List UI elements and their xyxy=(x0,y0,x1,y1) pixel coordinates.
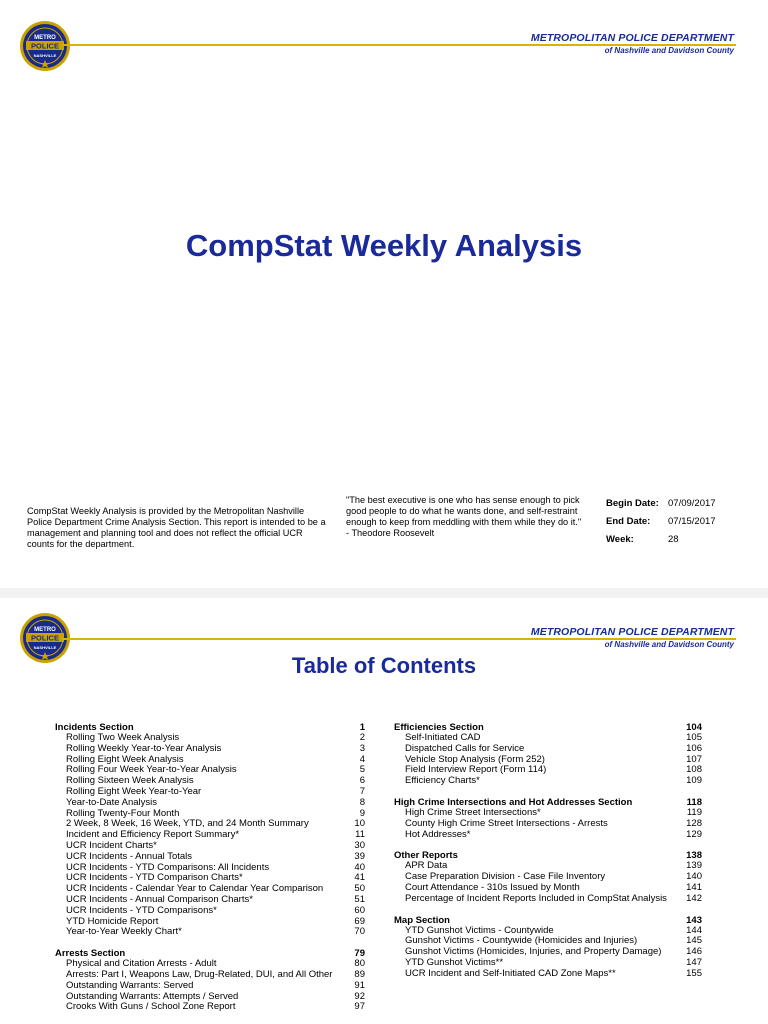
toc-entry-page: 144 xyxy=(686,924,702,936)
police-badge-icon xyxy=(19,20,71,72)
toc-entry-page: 70 xyxy=(354,926,365,938)
toc-entry-title: 2 Week, 8 Week, 16 Week, YTD, and 24 Month Summary xyxy=(66,818,309,830)
end-date-label: End Date: xyxy=(606,516,651,527)
toc-entry-page: 128 xyxy=(686,817,702,829)
toc-entry-title: UCR Incident and Self-Initiated CAD Zone Maps** xyxy=(405,967,616,979)
org-name: METROPOLITAN POLICE DEPARTMENT xyxy=(530,32,734,44)
toc-entry-title: Gunshot Victims - Countywide (Homicides and Injuries) xyxy=(405,935,638,947)
toc-entry-title: Dispatched Calls for Service xyxy=(405,742,525,754)
toc-entry-page: 141 xyxy=(686,881,702,893)
toc-entry-title: UCR Incidents - Calendar Year to Calendar Year Comparison xyxy=(66,883,324,895)
toc-entry-title: UCR Incidents - Annual Totals xyxy=(66,850,193,862)
toc-entry-title: Rolling Two Week Analysis xyxy=(66,732,180,743)
quote-text: "The best executive is one who has sense enough to pick good people to do what he wants done, and self-restraint enough to keep from meddling with them while they do it." xyxy=(346,495,582,527)
toc-entry-title: Physical and Citation Arrests - Adult xyxy=(66,958,217,970)
toc-section-name: Efficiencies Section xyxy=(394,722,484,733)
badge-text-police: POLICE xyxy=(31,633,59,643)
toc-entry-page: 3 xyxy=(359,742,365,754)
toc-entry-title: UCR Incidents - YTD Comparison Charts* xyxy=(66,872,243,884)
begin-date-value: 07/09/2017 xyxy=(668,498,716,509)
toc-entry-title: Rolling Four Week Year-to-Year Analysis xyxy=(66,764,237,776)
toc-entry-page: 41 xyxy=(354,872,365,884)
toc-entry-title: High Crime Street Intersections* xyxy=(405,806,541,818)
report-dates xyxy=(606,498,716,552)
toc-entry-page: 146 xyxy=(686,946,702,958)
toc-entry-title: YTD Gunshot Victims** xyxy=(405,956,504,968)
toc-title: Table of Contents xyxy=(291,653,477,678)
toc-entry-title: Rolling Weekly Year-to-Year Analysis xyxy=(66,742,222,754)
quote-block xyxy=(346,495,594,539)
toc-entry-page: 60 xyxy=(354,904,365,916)
toc-section-page: 143 xyxy=(686,914,702,926)
toc-entry-title: Vehicle Stop Analysis (Form 252) xyxy=(405,753,545,765)
org-subtitle: of Nashville and Davidson County xyxy=(604,46,734,55)
toc-section xyxy=(55,948,365,1013)
toc-entry-title: UCR Incidents - Annual Comparison Charts* xyxy=(66,893,253,905)
toc-entry-page: 9 xyxy=(359,807,365,819)
toc-entry-title: Hot Addresses* xyxy=(405,828,471,840)
toc-entry-page: 105 xyxy=(686,732,702,743)
toc-section-name: Arrests Section xyxy=(55,948,126,960)
toc-entry[interactable] xyxy=(394,894,702,905)
toc-entry-page: 39 xyxy=(354,850,365,862)
toc-entry[interactable] xyxy=(55,798,365,809)
toc-entry-title: UCR Incidents - YTD Comparisons* xyxy=(66,904,217,916)
toc-entry-title: YTD Homicide Report xyxy=(66,915,159,927)
toc-entry-title: Year-to-Year Weekly Chart* xyxy=(66,926,182,938)
toc-entry-page: 91 xyxy=(354,979,365,991)
toc-entry-page: 97 xyxy=(354,1001,365,1013)
toc-entry[interactable] xyxy=(394,744,702,755)
toc-entry-title: Field Interview Report (Form 114) xyxy=(405,764,547,776)
toc-right-column xyxy=(394,722,702,980)
toc-entry[interactable] xyxy=(394,969,702,980)
toc-entry-title: Arrests: Part I, Weapons Law, Drug-Related, DUI, and All Other xyxy=(66,968,333,980)
toc-entry-page: 107 xyxy=(686,753,702,765)
toc-entry-title: UCR Incidents - YTD Comparisons: All Incidents xyxy=(66,861,270,873)
toc-entry-title: County High Crime Street Intersections - Arrests xyxy=(405,817,608,829)
toc-entry-page: 142 xyxy=(686,892,702,904)
intro-text: CompStat Weekly Analysis is provided by the Metropolitan Nashville Police Department Crime Analysis Section. This report is intended to be a management and planning tool and does not reflect the official UCR counts for the department. xyxy=(27,506,326,549)
toc-entry-page: 4 xyxy=(359,753,365,765)
toc-section-name: Other Reports xyxy=(394,850,458,862)
toc-entry-page: 108 xyxy=(686,764,702,776)
toc-section xyxy=(394,850,702,904)
page-separator xyxy=(0,588,768,598)
toc-section xyxy=(394,915,702,980)
toc-entry-page: 10 xyxy=(354,818,365,830)
toc-section-page: 138 xyxy=(686,850,702,862)
toc-section-page: 104 xyxy=(686,722,702,733)
org-subtitle: of Nashville and Davidson County xyxy=(604,640,734,649)
toc-entry-title: Efficiency Charts* xyxy=(405,775,480,787)
toc-entry-page: 139 xyxy=(686,860,702,872)
toc-entry-page: 50 xyxy=(354,883,365,895)
toc-entry-page: 109 xyxy=(686,775,702,787)
toc-entry-page: 7 xyxy=(359,785,365,797)
toc-section-name: Map Section xyxy=(394,914,450,926)
toc-section xyxy=(394,797,702,840)
toc-entry-page: 40 xyxy=(354,861,365,873)
week-label: Week: xyxy=(606,534,634,545)
toc-entry[interactable] xyxy=(394,830,702,841)
toc-entry-title: APR Data xyxy=(405,860,448,872)
toc-entry-title: Incident and Efficiency Report Summary* xyxy=(66,829,240,841)
toc-entry-title: Outstanding Warrants: Attempts / Served xyxy=(66,990,239,1002)
toc-entry-page: 2 xyxy=(359,732,365,743)
toc-section-page: 79 xyxy=(354,948,365,960)
toc-entry-page: 30 xyxy=(354,839,365,851)
toc-entry-page: 5 xyxy=(359,764,365,776)
toc-entry-page: 8 xyxy=(359,796,365,808)
toc-section xyxy=(394,722,702,787)
toc-entry-page: 129 xyxy=(686,828,702,840)
toc-entry-title: Self-Initiated CAD xyxy=(405,732,481,743)
toc-section xyxy=(55,722,365,938)
toc-entry-page: 51 xyxy=(354,893,365,905)
toc-entry-page: 80 xyxy=(354,958,365,970)
toc-entry-page: 6 xyxy=(359,775,365,787)
toc-entry-title: Year-to-Date Analysis xyxy=(66,796,158,808)
toc-entry-page: 155 xyxy=(686,967,702,979)
week-value: 28 xyxy=(668,534,679,545)
toc-entry[interactable] xyxy=(394,819,702,830)
toc-entry[interactable] xyxy=(55,1002,365,1013)
badge-text-metro: METRO xyxy=(34,627,56,633)
toc-section-page: 118 xyxy=(686,796,702,808)
badge-text-nashville: NASHVILLE xyxy=(33,645,57,650)
toc-section-name: High Crime Intersections and Hot Addresses Section xyxy=(394,796,633,808)
org-header xyxy=(531,32,734,55)
toc-entry-page: 119 xyxy=(686,806,702,818)
toc-entry-title: Crooks With Guns / School Zone Report xyxy=(66,1001,236,1013)
toc-entry[interactable] xyxy=(394,776,702,787)
begin-date-label: Begin Date: xyxy=(606,498,659,509)
toc-section-name: Incidents Section xyxy=(55,722,134,733)
toc-section-page: 1 xyxy=(359,722,365,733)
toc-entry-page: 69 xyxy=(354,915,365,927)
toc-entry[interactable] xyxy=(55,744,365,755)
toc-entry-title: UCR Incident Charts* xyxy=(66,839,157,851)
toc-entry-title: Rolling Eight Week Year-to-Year xyxy=(66,785,202,797)
toc-entry-title: Rolling Sixteen Week Analysis xyxy=(66,775,194,787)
toc-entry-title: Rolling Eight Week Analysis xyxy=(66,753,184,765)
toc-section-heading[interactable] xyxy=(394,915,702,926)
toc-entry-page: 89 xyxy=(354,968,365,980)
cover-title: CompStat Weekly Analysis xyxy=(185,228,583,263)
toc-entry[interactable] xyxy=(55,927,365,938)
toc-entry-page: 92 xyxy=(354,990,365,1002)
toc-entry[interactable] xyxy=(55,852,365,863)
toc-page xyxy=(0,598,768,1024)
toc-entry-title: YTD Gunshot Victims - Countywide xyxy=(405,924,554,936)
badge-text-nashville: NASHVILLE xyxy=(33,53,57,58)
badge-text-metro: METRO xyxy=(34,35,56,41)
toc-entry[interactable] xyxy=(55,981,365,992)
org-name: METROPOLITAN POLICE DEPARTMENT xyxy=(530,626,734,638)
toc-entry-page: 147 xyxy=(686,956,702,968)
quote-author: - Theodore Roosevelt xyxy=(346,527,435,538)
toc-entry-title: Rolling Twenty-Four Month xyxy=(66,807,180,819)
toc-entry-page: 106 xyxy=(686,742,702,754)
org-header xyxy=(531,626,734,649)
toc-entry-page: 11 xyxy=(355,829,365,841)
toc-entry-title: Court Attendance - 310s Issued by Month xyxy=(405,881,580,893)
toc-entry-title: Percentage of Incident Reports Included in CompStat Analysis xyxy=(405,892,667,904)
toc-entry-page: 145 xyxy=(686,935,702,947)
end-date-value: 07/15/2017 xyxy=(668,516,716,527)
badge-text-police: POLICE xyxy=(31,41,59,51)
toc-left-column xyxy=(55,722,365,1013)
toc-entry[interactable] xyxy=(55,906,365,917)
toc-entry-title: Gunshot Victims (Homicides, Injuries, and Property Damage) xyxy=(405,946,662,958)
toc-entry-title: Case Preparation Division - Case File Inventory xyxy=(405,871,606,883)
toc-entry-page: 140 xyxy=(686,871,702,883)
toc-entry-title: Outstanding Warrants: Served xyxy=(66,979,194,991)
